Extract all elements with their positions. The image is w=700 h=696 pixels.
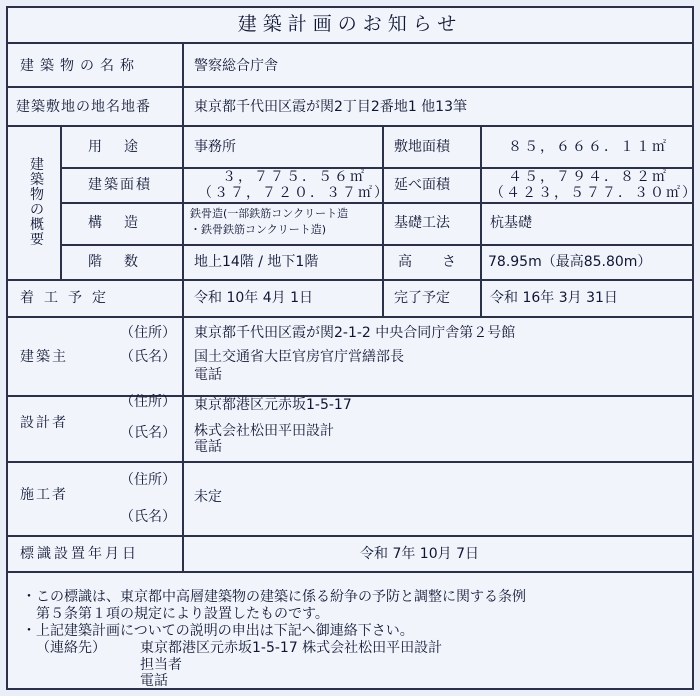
use-value: 事務所 [194, 139, 236, 155]
contractor-name-label: （氏名） [120, 509, 176, 525]
building-name-label: 建築物の名称 [20, 58, 140, 74]
designer-address-label: （住所） [120, 394, 176, 410]
building-area-total: （３７，７２０．３７㎡） [198, 185, 390, 201]
owner-address-label: （住所） [120, 325, 176, 341]
contact-address: 東京都港区元赤坂1-5-17 株式会社松田平田設計 [140, 640, 443, 656]
owner-label: 建築主 [20, 349, 68, 365]
floor-area-value: ４５，７９４．８２㎡ [508, 169, 668, 185]
site-address-value: 東京都千代田区霞が関2丁目2番地1 他13筆 [194, 99, 467, 115]
owner-name-label: （氏名） [120, 349, 176, 365]
contractor-label: 施工者 [20, 487, 68, 503]
building-area-label: 建築面積 [88, 177, 152, 193]
notice-title: 建築計画のお知らせ [237, 13, 463, 35]
floors-label: 階数 [88, 254, 160, 270]
floors-value: 地上14階 / 地下1階 [194, 254, 319, 270]
designer-name: 株式会社松田平田設計 [194, 423, 334, 439]
contact-label: （連絡先） [36, 640, 106, 656]
structure-value: 鉄骨造(一部鉄筋コンクリート造 [190, 207, 349, 220]
site-address-label: 建築敷地の地名地番 [16, 99, 151, 115]
contact-phone: 電話 [140, 673, 168, 689]
start-label: 着工予定 [20, 290, 116, 306]
designer-name-label: （氏名） [120, 425, 176, 441]
overview-label: 建築物の概要 [30, 157, 44, 248]
owner-phone: 電話 [194, 367, 222, 383]
contact-person: 担当者 [140, 657, 182, 673]
use-label: 用途 [88, 139, 160, 155]
designer-phone: 電話 [194, 439, 222, 455]
note-line-1: ・この標識は、東京都中高層建築物の建築に係る紛争の予防と調整に関する条例 [22, 589, 526, 605]
owner-name: 国土交通省大臣官房官庁営繕部長 [194, 349, 404, 365]
notice-board [6, 6, 698, 690]
owner-address: 東京都千代田区霞が関2-1-2 中央合同庁舎第２号館 [194, 325, 516, 341]
site-area-value: ８５，６６６．１１㎡ [508, 139, 668, 155]
sign-date-value: 令和 7年 10月 7日 [360, 546, 479, 562]
floor-area-label: 延べ面積 [394, 177, 450, 193]
note-line-3: ・上記建築計画についての説明の申出は下記へ御連絡下さい。 [22, 623, 414, 639]
contractor-value: 未定 [194, 489, 222, 505]
contractor-address-label: （住所） [120, 472, 176, 488]
end-value: 令和 16年 3月 31日 [490, 290, 618, 306]
sign-date-label: 標識設置年月日 [20, 546, 139, 562]
designer-label: 設計者 [20, 415, 68, 431]
designer-address: 東京都港区元赤坂1-5-17 [194, 397, 352, 413]
floor-area-total: （４２３，５７７．３０㎡） [490, 185, 698, 201]
structure-value-cont: ・鉄骨鉄筋コンクリート造) [190, 223, 327, 236]
foundation-label: 基礎工法 [394, 215, 450, 231]
site-area-label: 敷地面積 [394, 139, 450, 155]
note-line-2: 第５条第１項の規定により設置したものです。 [36, 606, 329, 622]
structure-label: 構造 [88, 215, 160, 231]
foundation-value: 杭基礎 [490, 215, 532, 231]
building-area-value: ３，７７５．５６㎡ [222, 169, 366, 185]
building-name-value: 警察総合庁舎 [194, 58, 278, 74]
height-label: 高さ [398, 254, 486, 270]
end-label: 完了予定 [394, 290, 450, 306]
height-value: 78.95m（最高85.80m） [488, 254, 652, 270]
start-value: 令和 10年 4月 1日 [194, 290, 313, 306]
